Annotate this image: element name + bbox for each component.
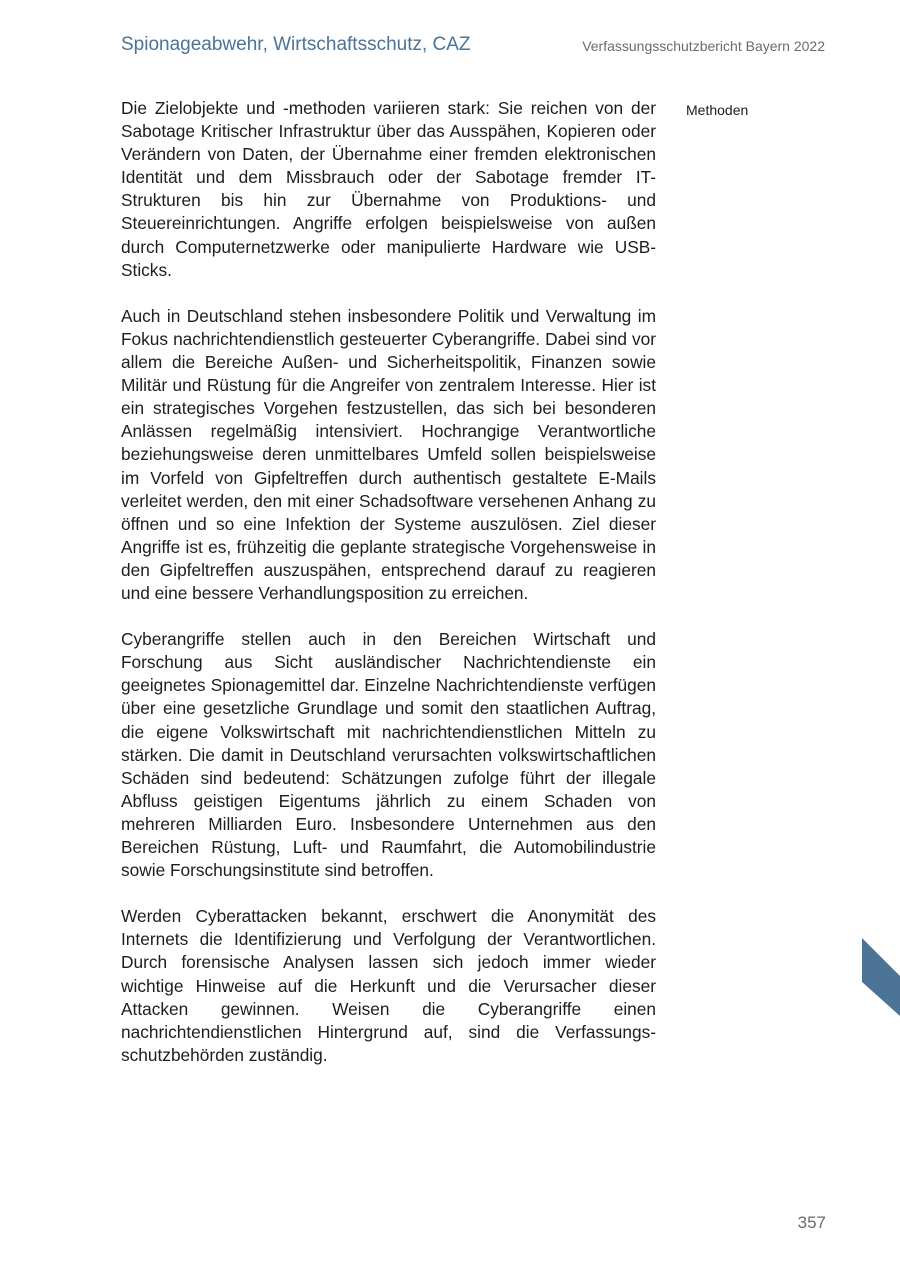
paragraph: Cyberangriffe stellen auch in den Bereichen Wirtschaft und Forschung aus Sicht ausländischer Nachrichtendienste ein geeignetes Spionagemittel dar. Einzelne Nachrichtendienste verfügen über eine gesetzliche Grundlage und somit den staatlichen Auftrag, die eigene Volkswirtschaft mit nachrichtendienstlichen Mitteln zu stärken. Die damit in Deutschland verursachten volkswirtschaftlichen Schäden sind bedeutend: Schätzungen zufolge führt der illegale Abfluss geistigen Eigentums jährlich zu einem Schaden von mehreren Milliarden Euro. Insbesondere Unternehmen aus den Bereichen Rüstung, Luft- und Raumfahrt, die Automobilindustrie sowie Forschungsinstitute sind betroffen.	[121, 629, 656, 881]
paragraph: Werden Cyberattacken bekannt, erschwert die Anonymität des Internets die Identifizierung und Verfolgung der Verantwortlichen. Durch forensische Analysen lassen sich jedoch immer wieder wichtige Hinweise auf die Herkunft und die Verursacher dieser Attacken gewinnen. Weisen die Cyberangriffe einen nachrichtendienstlichen Hintergrund auf, sind die Verfassungsschutzbehörden zuständig.	[121, 906, 656, 1065]
paragraph: Die Zielobjekte und -methoden variieren stark: Sie reichen von der Sabotage Kritischer Infrastruktur über das Ausspähen, Kopieren oder Verändern von Daten, der Übernahme einer fremden elektronischen Identität und dem Missbrauch oder der Sabotage fremder IT-Strukturen bis hin zur Übernahme von Produktions- und Steuereinrichtungen. Angriffe erfolgen beispielsweise von außen durch Computernetzwerke oder manipulierte Hardware wie USB-Sticks.	[121, 98, 656, 280]
paragraph: Auch in Deutschland stehen insbesondere Politik und Verwaltung im Fokus nachrichtendienstlich gesteuerter Cyberangriffe. Dabei sind vor allem die Bereiche Außen- und Sicherheitspolitik, Finanzen sowie Militär und Rüstung für die Angreifer von zentralem Interesse. Hier ist ein strategisches Vorgehen festzustellen, das sich bei besonderen Anlässen regelmäßig intensiviert. Hochrangige Verantwortliche beziehungsweise deren unmittelbares Umfeld sollen beispielsweise im Vorfeld von Gipfeltreffen durch authentisch gestaltete E-Mails verleitet werden, den mit einer Schadsoftware versehenen Anhang zu öffnen und so eine Infektion der Systeme auszulösen. Ziel dieser Angriffe ist es, frühzeitig die geplante strategische Vorgehensweise in den Gipfeltreffen auszuspähen, entsprechend darauf zu reagieren und eine bessere Verhandlungsposition zu erreichen.	[121, 305, 656, 603]
margin-note: Methoden	[686, 102, 749, 118]
page-number: 357	[797, 1213, 826, 1232]
report-title: Verfassungsschutzbericht Bayern 2022	[582, 38, 825, 54]
section-title: Spionageabwehr, Wirtschaftsschutz, CAZ	[121, 34, 471, 55]
body-text	[121, 97, 656, 1090]
chapter-tab-marker	[862, 938, 900, 1016]
